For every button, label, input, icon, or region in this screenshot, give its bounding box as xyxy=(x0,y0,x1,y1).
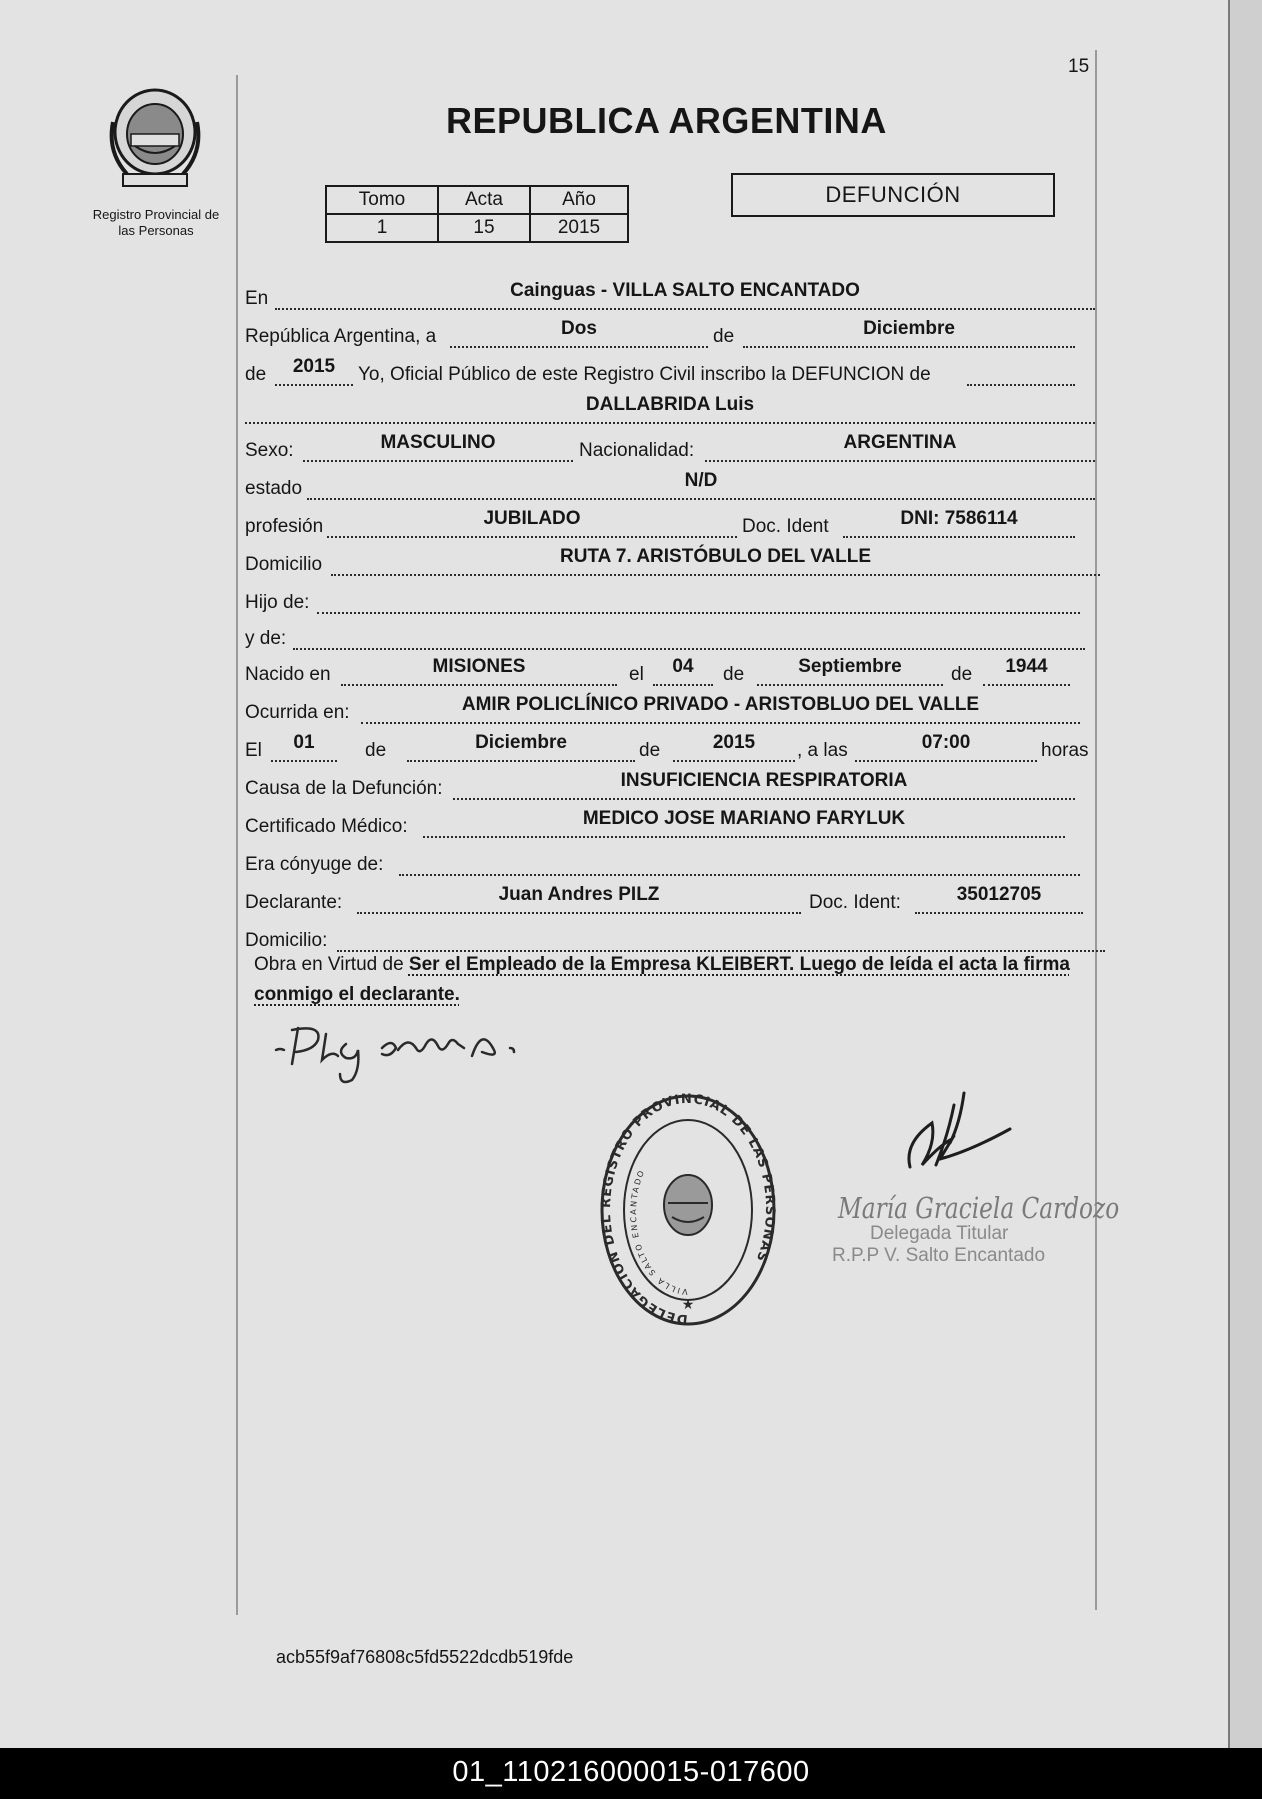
row-deceased-name xyxy=(245,394,1095,426)
label-y-de: y de: xyxy=(245,628,287,649)
field-registration-month: Diciembre xyxy=(743,324,1075,348)
acta-value: 15 xyxy=(438,214,530,242)
row-profession-id xyxy=(245,508,1075,540)
label-nacionalidad: Nacionalidad: xyxy=(579,440,695,461)
label-domicilio: Domicilio: xyxy=(245,930,328,951)
logo-caption-line1: Registro Provincial de xyxy=(92,207,220,222)
label-estado: estado xyxy=(245,478,303,499)
row-mother xyxy=(245,620,1085,652)
label-yo: Yo, Oficial Público de este Registro Civil inscribo la DEFUNCION de xyxy=(358,364,931,385)
acta-header: Acta xyxy=(438,186,530,214)
field-address: RUTA 7. ARISTÓBULO DEL VALLE xyxy=(331,552,1100,576)
official-stamp xyxy=(828,1085,1120,1285)
field-registration-day: Dos xyxy=(450,324,708,348)
field-inline-filler xyxy=(967,362,1075,386)
field-birth-month: Septiembre xyxy=(757,662,943,686)
field-mother xyxy=(293,626,1085,650)
page-edge xyxy=(1228,0,1262,1748)
row-birth xyxy=(245,656,1070,688)
row-spouse xyxy=(245,846,1080,878)
label-obra: Obra en Virtud de xyxy=(254,954,404,975)
province-coat-of-arms-icon xyxy=(105,82,205,194)
field-sex: MASCULINO xyxy=(303,438,573,462)
row-marital-status xyxy=(245,470,1095,502)
field-death-time: 07:00 xyxy=(855,738,1037,762)
field-profession: JUBILADO xyxy=(327,514,737,538)
field-registration-year: 2015 xyxy=(275,362,353,386)
label-doc-ident: Doc. Ident: xyxy=(809,892,901,913)
row-registration-year xyxy=(245,356,1075,388)
label-nacido: Nacido en xyxy=(245,664,331,685)
field-place: Cainguas - VILLA SALTO ENCANTADO xyxy=(275,286,1095,310)
label-a-las: , a las xyxy=(797,740,848,761)
tomo-header: Tomo xyxy=(326,186,438,214)
footer-bar xyxy=(0,1748,1262,1799)
row-address xyxy=(245,546,1100,578)
registry-seal-stamp xyxy=(598,1093,778,1331)
official-role: Delegada Titular xyxy=(870,1223,1009,1244)
field-cause: INSUFICIENCIA RESPIRATORIA xyxy=(453,776,1075,800)
row-father xyxy=(245,584,1080,616)
tomo-value: 1 xyxy=(326,214,438,242)
row-place xyxy=(245,280,1095,312)
label-de: de xyxy=(713,326,735,347)
field-birth-place: MISIONES xyxy=(341,662,617,686)
label-profesion: profesión xyxy=(245,516,324,537)
official-name: María Graciela Cardozo xyxy=(838,1191,1120,1225)
document-title: REPUBLICA ARGENTINA xyxy=(446,100,887,141)
label-de: de xyxy=(951,664,973,685)
seal-outer-text: DELEGACION DEL REGISTRO PROVINCIAL DE LAS PERSONAS xyxy=(598,1093,778,1327)
logo-caption xyxy=(86,207,226,239)
label-el: El xyxy=(245,740,262,761)
row-certificate xyxy=(245,808,1065,840)
field-death-place: AMIR POLICLÍNICO PRIVADO - ARISTOBLUO DEL VALLE xyxy=(361,700,1080,724)
page-number: 15 xyxy=(1068,56,1090,77)
field-declarant-doc: 35012705 xyxy=(915,890,1083,914)
seal-inner-text: VILLA SALTO ENCANTADO xyxy=(629,1167,689,1297)
label-hijo: Hijo de: xyxy=(245,592,310,613)
label-ocurrida: Ocurrida en: xyxy=(245,702,350,723)
row-declarant xyxy=(245,884,1083,916)
label-causa: Causa de la Defunción: xyxy=(245,778,443,799)
label-de: de xyxy=(365,740,387,761)
field-declarant-address xyxy=(337,928,1105,952)
field-declarant: Juan Andres PILZ xyxy=(357,890,801,914)
field-marital-status: N/D xyxy=(307,476,1095,500)
declarant-signature xyxy=(270,1020,580,1090)
label-conyuge: Era cónyuge de: xyxy=(245,854,384,875)
book-reference-table xyxy=(325,185,629,243)
label-declarante: Declarante: xyxy=(245,892,343,913)
row-death-date xyxy=(245,732,1095,764)
row-cause xyxy=(245,770,1075,802)
footer-document-id: 01_110216000015-017600 xyxy=(452,1756,810,1788)
label-republica: República Argentina, a xyxy=(245,326,437,347)
left-margin-line xyxy=(236,75,238,1615)
field-birth-year: 1944 xyxy=(983,662,1070,686)
anio-value: 2015 xyxy=(530,214,628,242)
field-death-day: 01 xyxy=(271,738,337,762)
label-de: de xyxy=(245,364,267,385)
logo-caption-line2: las Personas xyxy=(118,223,194,238)
row-death-place xyxy=(245,694,1080,726)
field-nationality: ARGENTINA xyxy=(705,438,1095,462)
field-spouse xyxy=(399,852,1080,876)
obra-text: Ser el Empleado de la Empresa KLEIBERT. Luego de leída el acta la firma conmigo el declarante. xyxy=(254,954,1070,1005)
row-registration-date xyxy=(245,318,1075,350)
label-el: el xyxy=(629,664,644,685)
label-domicilio: Domicilio xyxy=(245,554,323,575)
official-office: R.P.P V. Salto Encantado xyxy=(832,1245,1046,1266)
row-sex-nationality xyxy=(245,432,1095,464)
label-de: de xyxy=(639,740,661,761)
document-type-box: DEFUNCIÓN xyxy=(731,173,1055,217)
label-sexo: Sexo: xyxy=(245,440,294,461)
svg-text:★: ★ xyxy=(681,1296,695,1312)
anio-header: Año xyxy=(530,186,628,214)
label-doc-ident: Doc. Ident xyxy=(742,516,829,537)
label-de: de xyxy=(723,664,745,685)
field-deceased-name: DALLABRIDA Luis xyxy=(245,400,1095,424)
field-doc-ident: DNI: 7586114 xyxy=(843,514,1075,538)
label-en: En xyxy=(245,288,269,309)
official-signature xyxy=(898,1085,1078,1185)
obra-en-virtud xyxy=(254,950,1104,1010)
label-horas: horas xyxy=(1041,740,1089,761)
right-margin-line xyxy=(1095,50,1097,1610)
field-death-year: 2015 xyxy=(673,738,795,762)
field-father xyxy=(317,590,1080,614)
field-death-month: Diciembre xyxy=(407,738,635,762)
document-hash: acb55f9af76808c5fd5522dcdb519fde xyxy=(276,1647,574,1667)
field-certificate: MEDICO JOSE MARIANO FARYLUK xyxy=(423,814,1065,838)
label-certificado: Certificado Médico: xyxy=(245,816,408,837)
field-birth-day: 04 xyxy=(653,662,713,686)
